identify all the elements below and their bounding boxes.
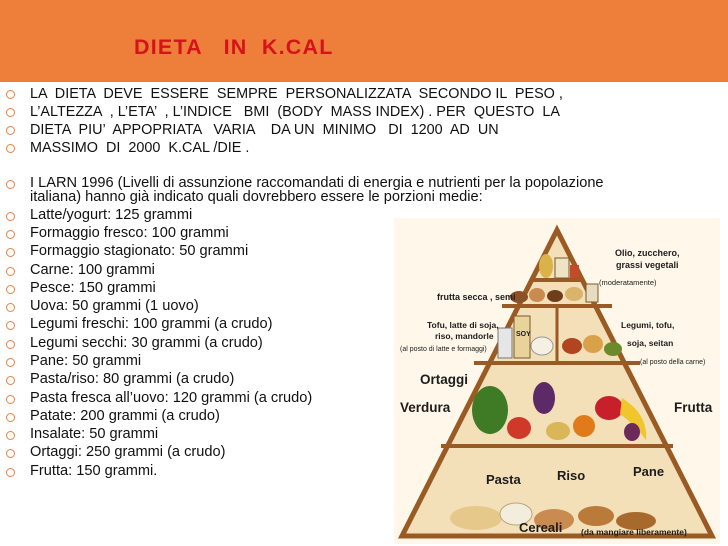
bullet-icon: [6, 340, 15, 349]
intro-line: LA DIETA DEVE ESSERE SEMPRE PERSONALIZZATA SECONDO IL PESO ,: [30, 86, 563, 102]
slide-title: DIETA IN K.CAL: [134, 35, 334, 59]
bullet-icon: [6, 230, 15, 239]
bullet-icon: [6, 180, 15, 189]
label-soja-seitan: soja, seitan: [627, 338, 674, 348]
larn-line: italiana) hanno già indicato quali dovrebbero essere le porzioni medie:: [30, 189, 483, 205]
orange-icon: [573, 415, 595, 437]
sweets-icon: [570, 265, 579, 278]
tomato-icon: [507, 417, 531, 439]
portion-item: Carne: 100 grammi: [30, 262, 155, 278]
intro-line: MASSIMO DI 2000 K.CAL /DIE .: [30, 140, 250, 156]
portion-item: Pasta/riso: 80 grammi (a crudo): [30, 371, 235, 387]
almonds-icon: [529, 288, 545, 302]
label-ortaggi: Ortaggi: [420, 372, 469, 387]
portion-item: Insalate: 50 grammi: [30, 426, 159, 442]
bullet-icon: [6, 248, 15, 257]
jar-icon: [586, 284, 598, 302]
lentils-icon: [604, 342, 622, 356]
label-posto-carne: (al posto della carne): [640, 359, 706, 366]
bullet-icon: [6, 267, 15, 276]
sugar-jar-icon: [555, 258, 569, 278]
chickpeas-icon: [583, 335, 603, 353]
label-posto-latte: (al posto di latte e formaggi): [400, 346, 487, 353]
portion-item: Pesce: 150 grammi: [30, 280, 156, 296]
bullet-icon: [6, 90, 15, 99]
food-pyramid-image: [394, 218, 720, 544]
label-tofu: Tofu, latte di soja,: [427, 320, 499, 330]
bullet-icon: [6, 212, 15, 221]
portion-item: Patate: 200 grammi (a crudo): [30, 408, 220, 424]
larn-line: I LARN 1996 (Livelli di assunzione raccomandati di energia e nutrienti per la popolazione: [30, 175, 604, 191]
bullet-icon: [6, 321, 15, 330]
bullet-icon: [6, 358, 15, 367]
bullet-icon: [6, 144, 15, 153]
label-liberamente: (da mangiare liberamente): [581, 527, 687, 537]
soy-box-label: SOY: [516, 331, 531, 338]
food-pyramid-drawing: [394, 218, 720, 544]
bullet-icon: [6, 108, 15, 117]
milk-carton-icon: [498, 328, 512, 358]
bullet-icon: [6, 395, 15, 404]
walnut-icon: [547, 290, 563, 302]
bullet-icon: [6, 376, 15, 385]
label-pasta: Pasta: [486, 472, 521, 487]
bullet-icon: [6, 285, 15, 294]
loaf-icon: [578, 506, 614, 526]
tofu-icon: [531, 337, 553, 355]
portion-item: Latte/yogurt: 125 grammi: [30, 207, 193, 223]
label-cereali: Cereali: [519, 520, 563, 535]
grapes-icon: [624, 423, 640, 441]
bullet-icon: [6, 126, 15, 135]
oil-bottle-icon: [539, 254, 553, 278]
label-olio: Olio, zucchero,: [615, 248, 680, 258]
title-bar: [0, 0, 728, 82]
beans-icon: [562, 338, 582, 354]
label-frutta-secca: frutta secca , semi: [437, 292, 516, 302]
bullet-icon: [6, 413, 15, 422]
potato-icon: [546, 422, 570, 440]
label-grassi: grassi vegetali: [616, 260, 679, 270]
pasta-bowl-icon: [450, 506, 502, 530]
portion-item: Formaggio fresco: 100 grammi: [30, 225, 229, 241]
bullet-icon: [6, 449, 15, 458]
label-verdura: Verdura: [400, 400, 451, 415]
portion-item: Pasta fresca all’uovo: 120 grammi (a crudo): [30, 390, 313, 406]
bullet-icon: [6, 468, 15, 477]
portion-item: Legumi secchi: 30 grammi (a crudo): [30, 335, 263, 351]
label-legumi: Legumi, tofu,: [621, 320, 675, 330]
eggplant-icon: [533, 382, 555, 414]
portion-item: Pane: 50 grammi: [30, 353, 142, 369]
lettuce-icon: [472, 386, 508, 434]
portion-item: Uova: 50 grammi (1 uovo): [30, 298, 199, 314]
portion-item: Formaggio stagionato: 50 grammi: [30, 243, 249, 259]
bullet-icon: [6, 431, 15, 440]
bullet-icon: [6, 303, 15, 312]
label-riso-mandorle: riso, mandorle: [435, 331, 494, 341]
portion-item: Legumi freschi: 100 grammi (a crudo): [30, 316, 273, 332]
label-riso: Riso: [557, 468, 586, 483]
label-moderatamente: (moderatamente): [599, 278, 657, 287]
seeds-icon: [565, 287, 583, 301]
label-pane: Pane: [633, 464, 665, 479]
apple-icon: [595, 396, 623, 420]
portion-item: Ortaggi: 250 grammi (a crudo): [30, 444, 226, 460]
intro-line: L’ALTEZZA , L’ETA’ , L’INDICE BMI (BODY MASS INDEX) . PER QUESTO LA: [30, 104, 560, 120]
portion-item: Frutta: 150 grammi.: [30, 463, 158, 479]
label-frutta: Frutta: [674, 400, 713, 415]
intro-line: DIETA PIU’ APPOPRIATA VARIA DA UN MINIMO DI 1200 AD UN: [30, 122, 499, 138]
